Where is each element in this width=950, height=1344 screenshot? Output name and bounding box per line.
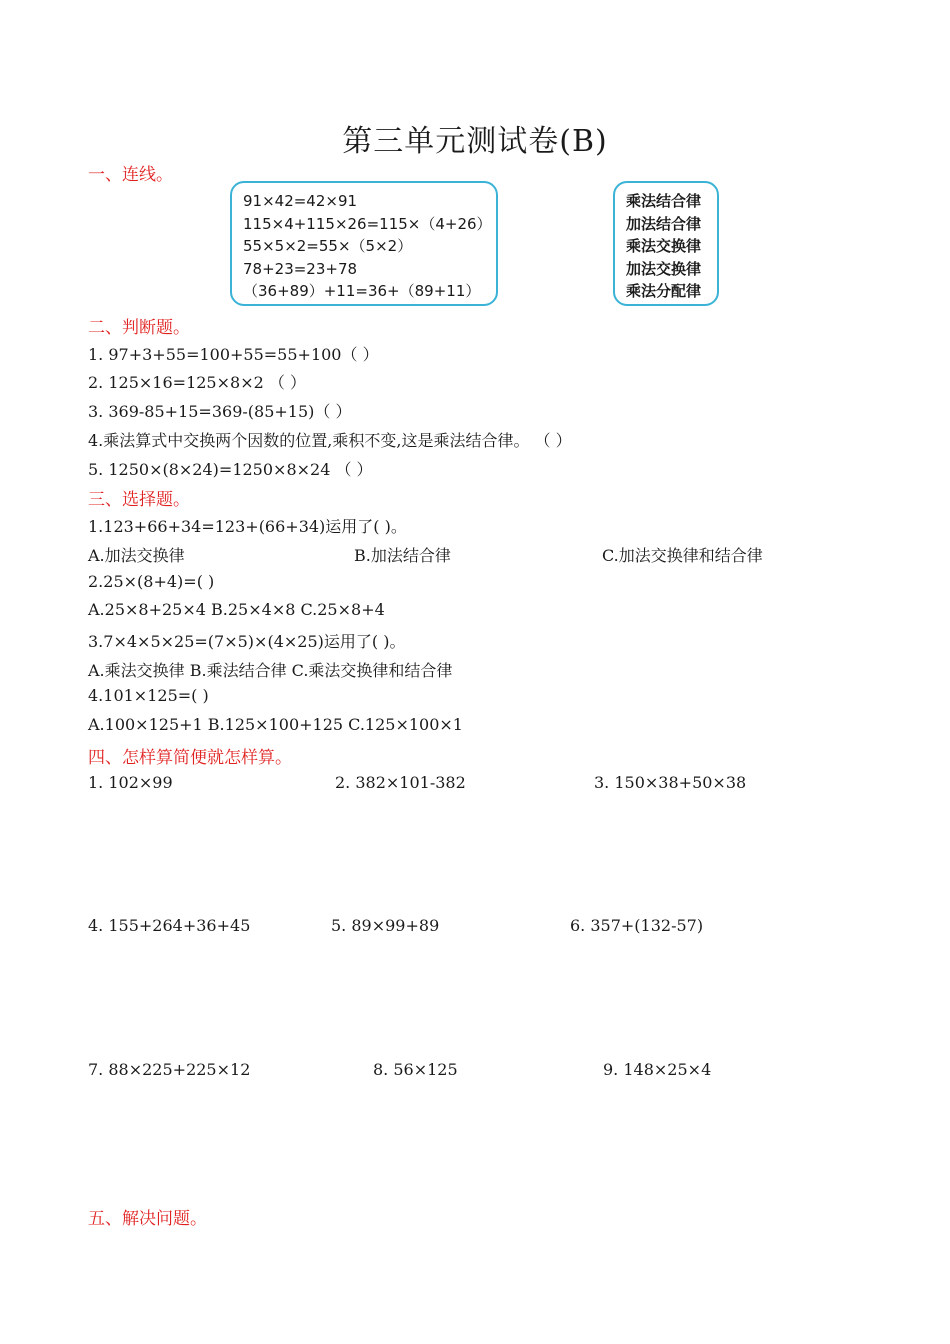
matching-expression: 115×4+115×26=115×（4+26） bbox=[243, 214, 492, 233]
matching-law: 乘法结合律 bbox=[626, 192, 702, 210]
matching-expression: （36+89）+11=36+（89+11） bbox=[243, 282, 481, 300]
calc-problem-7: 7. 88×225+225×12 bbox=[88, 1060, 251, 1079]
choice-options-3: A.乘法交换律 B.乘法结合律 C.乘法交换律和结合律 bbox=[88, 661, 453, 680]
judge-item-3: 3. 369-85+15=369-(85+15)（ ） bbox=[88, 402, 352, 421]
judge-item-2: 2. 125×16=125×8×2 （ ） bbox=[88, 373, 306, 392]
calc-problem-6: 6. 357+(132-57) bbox=[570, 916, 704, 935]
calc-problem-8: 8. 56×125 bbox=[373, 1060, 458, 1079]
section-heading-problems: 五、解决问题。 bbox=[88, 1209, 207, 1229]
calc-problem-1: 1. 102×99 bbox=[88, 773, 173, 792]
calc-problem-4: 4. 155+264+36+45 bbox=[88, 916, 251, 935]
matching-laws-box bbox=[613, 181, 719, 306]
judge-item-1: 1. 97+3+55=100+55=55+100（ ） bbox=[88, 345, 379, 364]
calc-problem-3: 3. 150×38+50×38 bbox=[594, 773, 747, 792]
judge-item-5: 5. 1250×(8×24)=1250×8×24 （ ） bbox=[88, 460, 373, 479]
matching-expression: 55×5×2=55×（5×2） bbox=[243, 237, 413, 255]
choice-option-1b: B.加法结合律 bbox=[354, 546, 451, 565]
matching-law: 加法结合律 bbox=[626, 214, 702, 233]
judge-item-4: 4.乘法算式中交换两个因数的位置,乘积不变,这是乘法结合律。 （ ） bbox=[88, 431, 572, 450]
choice-options-2: A.25×8+25×4 B.25×4×8 C.25×8+4 bbox=[88, 600, 385, 619]
matching-law: 乘法分配律 bbox=[626, 282, 702, 300]
calc-problem-2: 2. 382×101-382 bbox=[335, 773, 466, 792]
calc-problem-5: 5. 89×99+89 bbox=[331, 916, 440, 935]
choice-question-3: 3.7×4×5×25=(7×5)×(4×25)运用了( )。 bbox=[88, 632, 406, 651]
section-heading-choice: 三、选择题。 bbox=[88, 490, 190, 510]
matching-expression: 78+23=23+78 bbox=[243, 259, 358, 278]
choice-question-2: 2.25×(8+4)=( ) bbox=[88, 572, 215, 591]
section-heading-judge: 二、判断题。 bbox=[88, 318, 190, 338]
section-heading-matching: 一、连线。 bbox=[88, 165, 173, 185]
choice-option-1c: C.加法交换律和结合律 bbox=[602, 546, 763, 565]
matching-expression: 91×42=42×91 bbox=[243, 192, 358, 210]
calc-problem-9: 9. 148×25×4 bbox=[603, 1060, 712, 1079]
section-heading-calc: 四、怎样算简便就怎样算。 bbox=[88, 748, 292, 768]
choice-option-1a: A.加法交换律 bbox=[88, 546, 185, 565]
choice-question-4: 4.101×125=( ) bbox=[88, 686, 209, 705]
choice-options-4: A.100×125+1 B.125×100+125 C.125×100×1 bbox=[88, 715, 463, 734]
matching-law: 乘法交换律 bbox=[626, 237, 702, 255]
matching-expressions-box bbox=[230, 181, 498, 306]
page-title: 第三单元测试卷(B) bbox=[342, 124, 608, 159]
choice-question-1: 1.123+66+34=123+(66+34)运用了( )。 bbox=[88, 517, 407, 536]
matching-law: 加法交换律 bbox=[626, 259, 702, 278]
